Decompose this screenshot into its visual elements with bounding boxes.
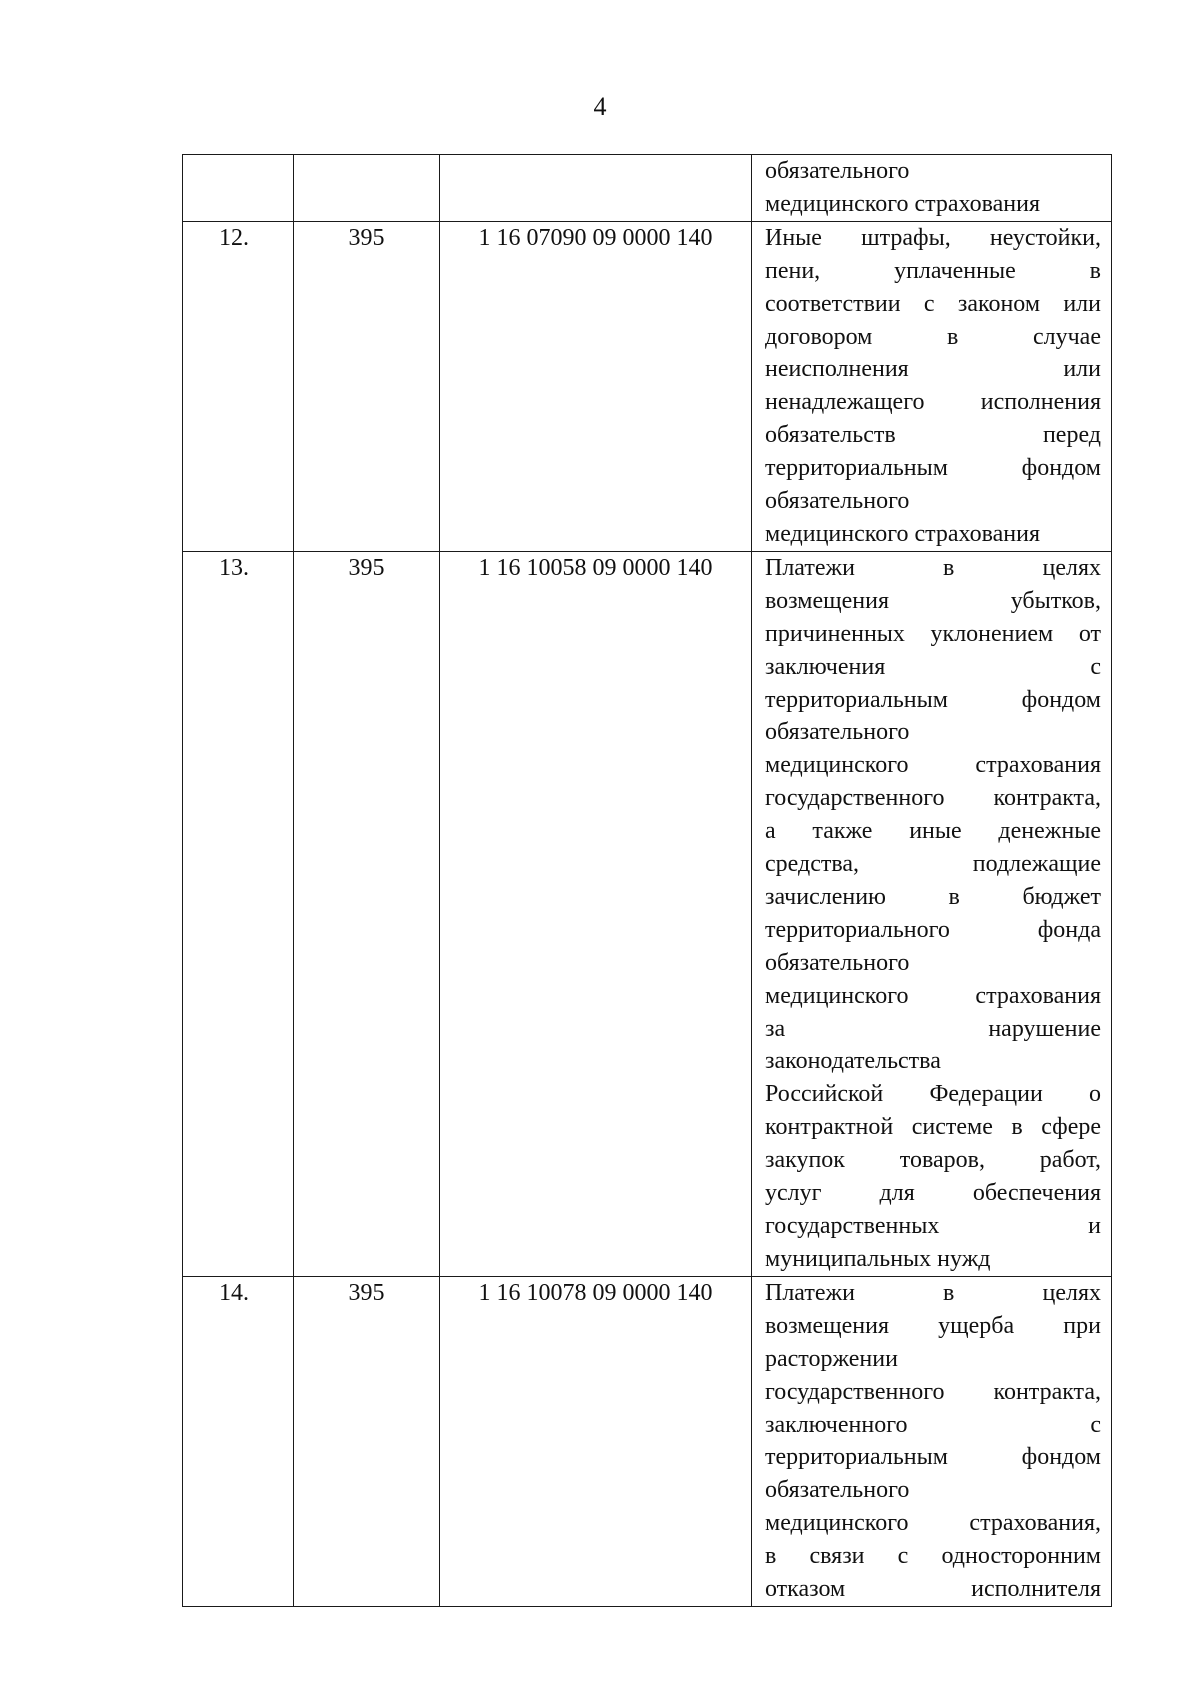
admin-code-cell: 395 [294,1276,440,1606]
description-cell [752,551,1112,1276]
description-line: государственного контракта, [765,1378,1101,1405]
description-line: причиненных уклонением от [765,620,1101,647]
classification-code-cell: 1 16 10058 09 0000 140 [440,551,752,1276]
description-line: муниципальных нужд [765,1245,991,1272]
row-number: 14. [219,1279,249,1306]
description-cell [752,221,1112,551]
description-line: Иные штрафы, неустойки, [765,224,1101,251]
row-number-cell [183,221,294,551]
description-line: контрактной системе в сфере [765,1114,1101,1141]
admin-code-cell: 395 [294,551,440,1276]
description-line: Платежи в целях [765,554,1101,581]
description-line: возмещения убытков, [765,587,1101,614]
description-cell [752,155,1112,222]
description-cell [752,1276,1112,1606]
description-line: отказом исполнителя [765,1576,1101,1603]
description-line: обязательств перед [765,422,1101,449]
description-line: пени, уплаченные в [765,257,1101,284]
table-row [183,221,1112,551]
classification-code-cell: 1 16 10078 09 0000 140 [440,1276,752,1606]
description-line: расторжении [765,1345,898,1372]
admin-code-cell: 395 [294,221,440,551]
description-line: государственных и [765,1213,1101,1239]
description-line: медицинского страхования [765,190,1041,217]
description-line: медицинского страхования [765,752,1101,779]
description-line: соответствии с законом или [765,290,1101,317]
description-line: ненадлежащего исполнения [765,389,1101,416]
description-line: услуг для обеспечения [765,1180,1101,1207]
description-line: территориальным фондом [765,455,1101,482]
description-line: зачислению в бюджет [765,883,1101,910]
table-row [183,155,1112,222]
description-line: в связи с односторонним [765,1543,1101,1570]
description-line: обязательного [765,719,910,746]
admin-code-cell [294,155,440,222]
revenue-codes-table [182,154,1112,1607]
table-body [183,155,1112,1607]
row-number-cell [183,1276,294,1606]
description-line: медицинского страхования, [765,1510,1101,1537]
description-line: договором в случае [765,323,1101,350]
description-line: территориальным фондом [765,1444,1101,1471]
description-line: обязательного [765,1477,910,1504]
description-line: заключения с [765,653,1101,680]
description-line: возмещения ущерба при [765,1312,1101,1339]
classification-code-cell: 1 16 07090 09 0000 140 [440,221,752,551]
description-line: государственного контракта, [765,785,1101,812]
classification-code-cell [440,155,752,222]
page-number: 4 [593,92,607,121]
description-line: Платежи в целях [765,1279,1101,1306]
description-line: обязательного [765,949,910,976]
description-line: за нарушение [765,1015,1101,1042]
description-line: медицинского страхования [765,982,1101,1009]
description-line: обязательного [765,158,910,184]
row-number-cell [183,551,294,1276]
description-line: Российской Федерации о [765,1081,1101,1108]
description-line: территориальным фондом [765,686,1101,713]
description-line: обязательного [765,488,910,515]
table-row [183,551,1112,1276]
table-row [183,1276,1112,1606]
description-line: медицинского страхования [765,520,1041,547]
description-line: закупок товаров, работ, [765,1147,1101,1174]
description-line: территориального фонда [765,916,1101,943]
description-line: средства, подлежащие [765,851,1101,878]
row-number: 12. [219,224,249,251]
row-number-cell [183,155,294,222]
description-line: неисполнения или [765,356,1101,383]
description-line: а также иные денежные [765,818,1101,845]
description-line: законодательства [765,1048,941,1075]
row-number: 13. [219,554,249,581]
description-line: заключенного с [765,1411,1101,1438]
